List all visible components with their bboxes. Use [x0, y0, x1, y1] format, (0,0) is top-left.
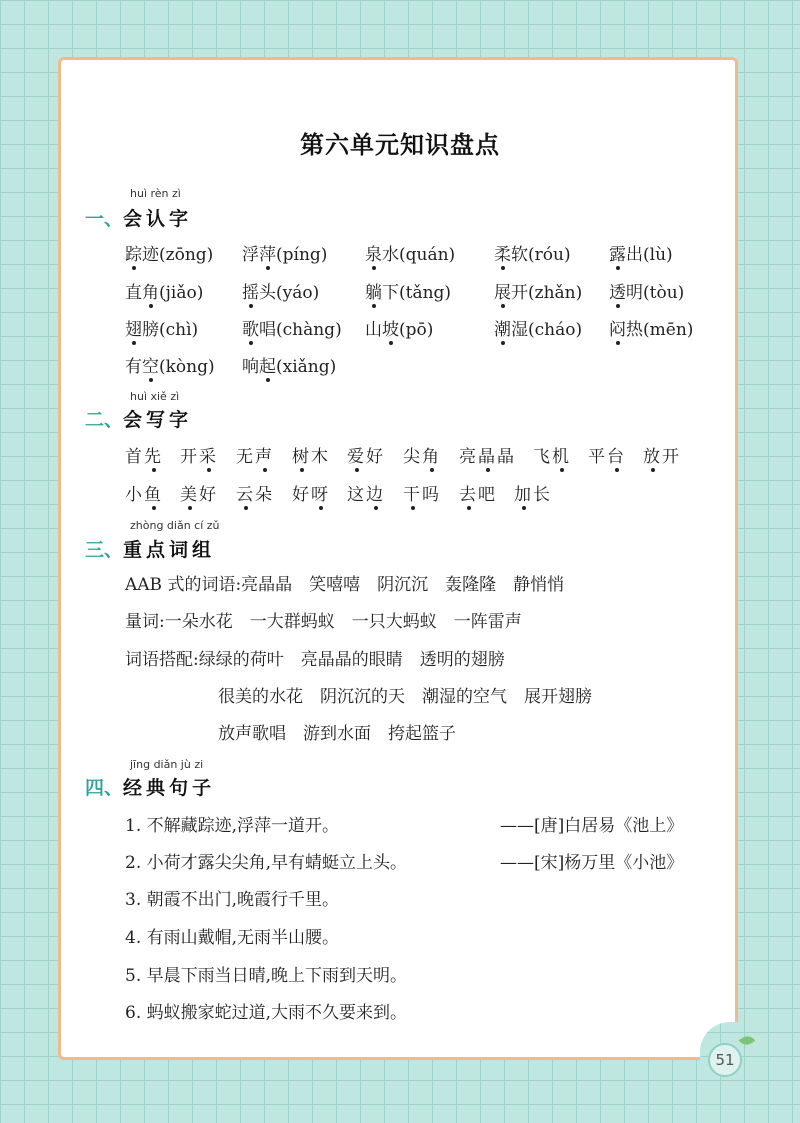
- vocab-item: [609, 278, 684, 303]
- word-char-dotted: 美: [180, 480, 199, 505]
- word-char: 平: [588, 447, 607, 467]
- vocab-item: [365, 315, 433, 340]
- word-char: 亮: [459, 447, 478, 467]
- writing-word: [236, 480, 274, 505]
- vocab-pinyin: (pō): [399, 320, 434, 340]
- writing-word: [180, 480, 218, 505]
- phrase-line: 词语搭配:绿绿的荷叶 亮晶晶的眼睛 透明的翅膀: [125, 650, 505, 670]
- writing-word: [459, 480, 497, 505]
- vocab-item: [494, 240, 571, 265]
- vocab-char: 直: [125, 283, 142, 303]
- section2-title: 会写字: [123, 409, 193, 431]
- vocab-pinyin: (chàng): [276, 320, 342, 340]
- section1-number: 一、: [85, 208, 124, 230]
- vocab-char: 浮: [242, 245, 259, 265]
- vocab-item: [609, 240, 673, 265]
- vocab-char: 山: [365, 320, 382, 340]
- word-char-dotted: 干: [403, 480, 422, 505]
- word-char: 无: [236, 447, 255, 467]
- sentence-source: ——[宋]杨万里《小池》: [500, 853, 684, 873]
- vocab-char-dotted: 摇: [242, 278, 259, 303]
- vocab-pinyin: (róu): [528, 245, 571, 265]
- vocab-item: [494, 315, 582, 340]
- vocab-item: [242, 352, 336, 377]
- sentence-source: ——[唐]白居易《池上》: [500, 816, 684, 836]
- writing-word: [292, 480, 330, 505]
- word-char-dotted: 边: [366, 480, 385, 505]
- page-title: 第六单元知识盘点: [300, 131, 500, 159]
- word-char: 长: [533, 485, 552, 505]
- vocab-char-dotted: 空: [142, 352, 159, 377]
- vocab-char-dotted: 闷: [609, 315, 626, 340]
- word-char: 吧: [478, 485, 497, 505]
- vocab-char: 热: [626, 320, 643, 340]
- phrase-line: 量词:一朵水花 一大群蚂蚁 一只大蚂蚁 一阵雷声: [125, 612, 522, 632]
- section3-title: 重点词组: [123, 539, 216, 561]
- vocab-pinyin: (cháo): [528, 320, 583, 340]
- vocab-char: 头: [259, 283, 276, 303]
- word-char-dotted: 采: [199, 442, 218, 467]
- vocab-pinyin: (chì): [159, 320, 199, 340]
- word-char: 好: [366, 447, 385, 467]
- writing-word: [588, 442, 626, 467]
- vocab-pinyin: (tòu): [643, 283, 685, 303]
- section4-title: 经典句子: [123, 777, 216, 799]
- section2-pinyin: huì xiě zì: [130, 390, 180, 403]
- word-char-dotted: 呀: [311, 480, 330, 505]
- classic-sentence: 1. 不解藏踪迹,浮萍一道开。: [125, 816, 340, 836]
- phrase-line: 放声歌唱 游到水面 挎起篮子: [218, 724, 456, 744]
- classic-sentence: 4. 有雨山戴帽,无雨半山腰。: [125, 928, 340, 948]
- vocab-char-dotted: 躺: [365, 278, 382, 303]
- section3-pinyin: zhòng diǎn cí zǔ: [130, 519, 220, 532]
- vocab-pinyin: (lù): [643, 245, 673, 265]
- vocab-pinyin: (zhǎn): [528, 283, 583, 303]
- word-char-dotted: 云: [236, 480, 255, 505]
- section4-pinyin: jīng diǎn jù zi: [130, 758, 204, 771]
- vocab-pinyin: (xiǎng): [276, 357, 337, 377]
- writing-word: [180, 442, 218, 467]
- vocab-pinyin: (mēn): [643, 320, 694, 340]
- writing-word: [403, 480, 441, 505]
- vocab-char: 响: [242, 357, 259, 377]
- word-char-dotted: 鱼: [144, 480, 163, 505]
- word-char-dotted: 爱: [347, 442, 366, 467]
- word-char: 吗: [422, 485, 441, 505]
- vocab-item: [494, 278, 582, 303]
- word-char: 这: [347, 485, 366, 505]
- word-char: 朵: [255, 485, 274, 505]
- word-char-dotted: 加: [514, 480, 533, 505]
- vocab-char: 开: [511, 283, 528, 303]
- vocab-char-dotted: 展: [494, 278, 511, 303]
- word-char-dotted: 晶: [478, 442, 497, 467]
- vocab-pinyin: (píng): [276, 245, 328, 265]
- vocab-char-dotted: 歌: [242, 315, 259, 340]
- vocab-char: 软: [511, 245, 528, 265]
- vocab-char-dotted: 萍: [259, 240, 276, 265]
- vocab-char: 下: [382, 283, 399, 303]
- section1-title: 会认字: [123, 208, 193, 230]
- word-char-dotted: 角: [422, 442, 441, 467]
- section2-number: 二、: [85, 409, 124, 431]
- section1-heading: [85, 204, 192, 231]
- word-char: 小: [125, 485, 144, 505]
- vocab-item: [609, 315, 693, 340]
- vocab-char-dotted: 柔: [494, 240, 511, 265]
- vocab-item: [125, 352, 215, 377]
- vocab-pinyin: (kòng): [159, 357, 215, 377]
- vocab-pinyin: (zōng): [159, 245, 214, 265]
- vocab-char: 明: [626, 283, 643, 303]
- vocab-char-dotted: 角: [142, 278, 159, 303]
- vocab-item: [242, 278, 319, 303]
- vocab-char: 唱: [259, 320, 276, 340]
- writing-word: [403, 442, 441, 467]
- page-number-badge: 51: [708, 1043, 742, 1077]
- word-char-dotted: 树: [292, 442, 311, 467]
- word-char: 开: [180, 447, 199, 467]
- vocab-char: 迹: [142, 245, 159, 265]
- phrase-line: AAB 式的词语:亮晶晶 笑嘻嘻 阴沉沉 轰隆隆 静悄悄: [125, 575, 565, 595]
- vocab-pinyin: (quán): [399, 245, 456, 265]
- word-char-dotted: 去: [459, 480, 478, 505]
- word-char-dotted: 台: [607, 442, 626, 467]
- word-char: 尖: [403, 447, 422, 467]
- vocab-char: 膀: [142, 320, 159, 340]
- vocab-char: 有: [125, 357, 142, 377]
- section3-number: 三、: [85, 539, 124, 561]
- vocab-char-dotted: 坡: [382, 315, 399, 340]
- vocab-char: 水: [382, 245, 399, 265]
- writing-word: [514, 480, 552, 505]
- vocab-item: [125, 240, 213, 265]
- vocab-pinyin: (tǎng): [399, 283, 452, 303]
- section4-heading: [85, 773, 215, 800]
- section2-heading: [85, 405, 192, 432]
- word-char: 飞: [533, 447, 552, 467]
- word-char-dotted: 放: [643, 442, 662, 467]
- section4-number: 四、: [85, 777, 124, 799]
- section1-pinyin: huì rèn zì: [130, 187, 181, 200]
- word-char: 好: [199, 485, 218, 505]
- vocab-char-dotted: 透: [609, 278, 626, 303]
- vocab-item: [125, 315, 198, 340]
- writing-word: [292, 442, 330, 467]
- vocab-item: [365, 278, 451, 303]
- writing-word: [533, 442, 571, 467]
- vocab-item: [242, 315, 342, 340]
- vocab-item: [242, 240, 327, 265]
- section3-heading: [85, 535, 215, 562]
- writing-word: [125, 442, 163, 467]
- vocab-char-dotted: 踪: [125, 240, 142, 265]
- vocab-char-dotted: 泉: [365, 240, 382, 265]
- word-char: 晶: [497, 447, 516, 467]
- vocab-char-dotted: 起: [259, 352, 276, 377]
- vocab-pinyin: (jiǎo): [159, 283, 204, 303]
- word-char: 好: [292, 485, 311, 505]
- classic-sentence: 3. 朝霞不出门,晚霞行千里。: [125, 890, 340, 910]
- word-char-dotted: 先: [144, 442, 163, 467]
- writing-word: [459, 442, 516, 467]
- classic-sentence: 5. 早晨下雨当日晴,晚上下雨到天明。: [125, 966, 408, 986]
- writing-word: [643, 442, 681, 467]
- vocab-char: 湿: [511, 320, 528, 340]
- writing-word: [236, 442, 274, 467]
- writing-word: [347, 442, 385, 467]
- vocab-char-dotted: 露: [609, 240, 626, 265]
- vocab-item: [125, 278, 203, 303]
- word-char-dotted: 机: [552, 442, 571, 467]
- word-char: 首: [125, 447, 144, 467]
- word-char: 开: [662, 447, 681, 467]
- vocab-char: 出: [626, 245, 643, 265]
- vocab-char-dotted: 潮: [494, 315, 511, 340]
- vocab-char-dotted: 翅: [125, 315, 142, 340]
- vocab-pinyin: (yáo): [276, 283, 320, 303]
- word-char: 木: [311, 447, 330, 467]
- writing-word: [347, 480, 385, 505]
- classic-sentence: 6. 蚂蚁搬家蛇过道,大雨不久要来到。: [125, 1003, 408, 1023]
- classic-sentence: 2. 小荷才露尖尖角,早有蜻蜓立上头。: [125, 853, 408, 873]
- vocab-item: [365, 240, 455, 265]
- writing-word: [125, 480, 163, 505]
- word-char-dotted: 声: [255, 442, 274, 467]
- phrase-line: 很美的水花 阴沉沉的天 潮湿的空气 展开翅膀: [218, 687, 592, 707]
